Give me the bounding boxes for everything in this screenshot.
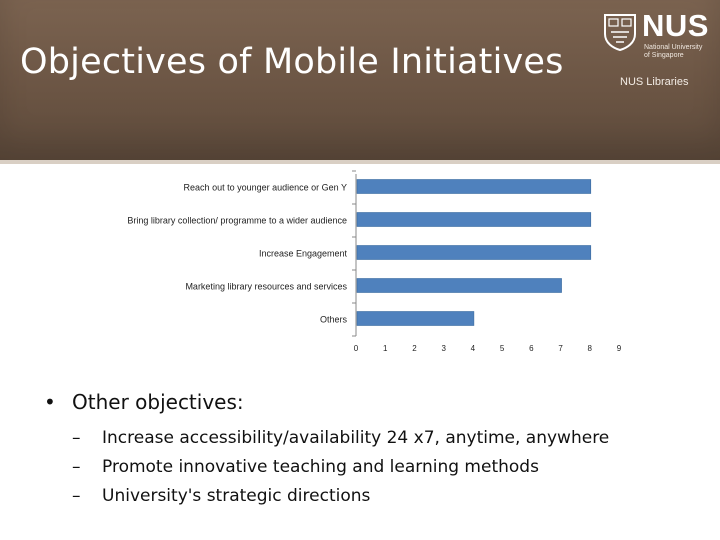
logo-wordmark: NUS [642,8,709,43]
objectives-bar-chart [0,160,720,360]
category-label: Others [319,314,347,325]
bullet-main [44,390,704,414]
category-label: Bring library collection/ programme to a wider audience [127,215,347,226]
sub-bullet-item [72,482,704,511]
x-tick-label: 2 [412,344,417,353]
x-tick-label: 7 [558,344,563,353]
x-tick-label: 0 [353,344,359,353]
logo-subtitle-line: National University [644,44,703,51]
slide-title: Objectives of Mobile Initiatives [20,42,564,82]
bar [357,180,591,194]
bar [357,213,591,227]
bar [357,279,562,293]
sub-bullet-item [72,424,704,453]
sub-bullet-marker: – [72,428,81,448]
x-tick-label: 6 [529,344,534,353]
bullet-list [44,390,704,511]
sub-bullet-text: Increase accessibility/availability 24 x7, anytime, anywhere [102,428,610,448]
sub-bullet-list [44,424,704,511]
logo-subtitle [644,44,702,60]
libraries-label: NUS Libraries [620,76,689,88]
x-tick-label: 5 [499,344,505,353]
x-tick-label: 1 [382,344,388,353]
sub-bullet-text: Promote innovative teaching and learning methods [102,457,539,477]
sub-bullet-marker: – [72,486,81,506]
bar [357,312,474,326]
category-label: Increase Engagement [258,248,347,259]
sub-bullet-marker: – [72,457,81,477]
logo-subtitle-line: of Singapore [644,52,684,59]
x-tick-label: 8 [587,344,593,353]
bar [357,246,591,260]
crest-icon [602,12,638,52]
x-tick-label: 3 [441,344,446,353]
x-tick-label: 4 [470,344,476,353]
bullet-marker: • [44,390,56,414]
sub-bullet-item [72,453,704,482]
x-tick-label: 9 [616,344,622,353]
category-label: Marketing library resources and services [185,281,347,292]
category-label: Reach out to younger audience or Gen Y [183,182,347,193]
sub-bullet-text: University's strategic directions [102,486,371,506]
bullet-main-text: Other objectives: [72,390,244,414]
